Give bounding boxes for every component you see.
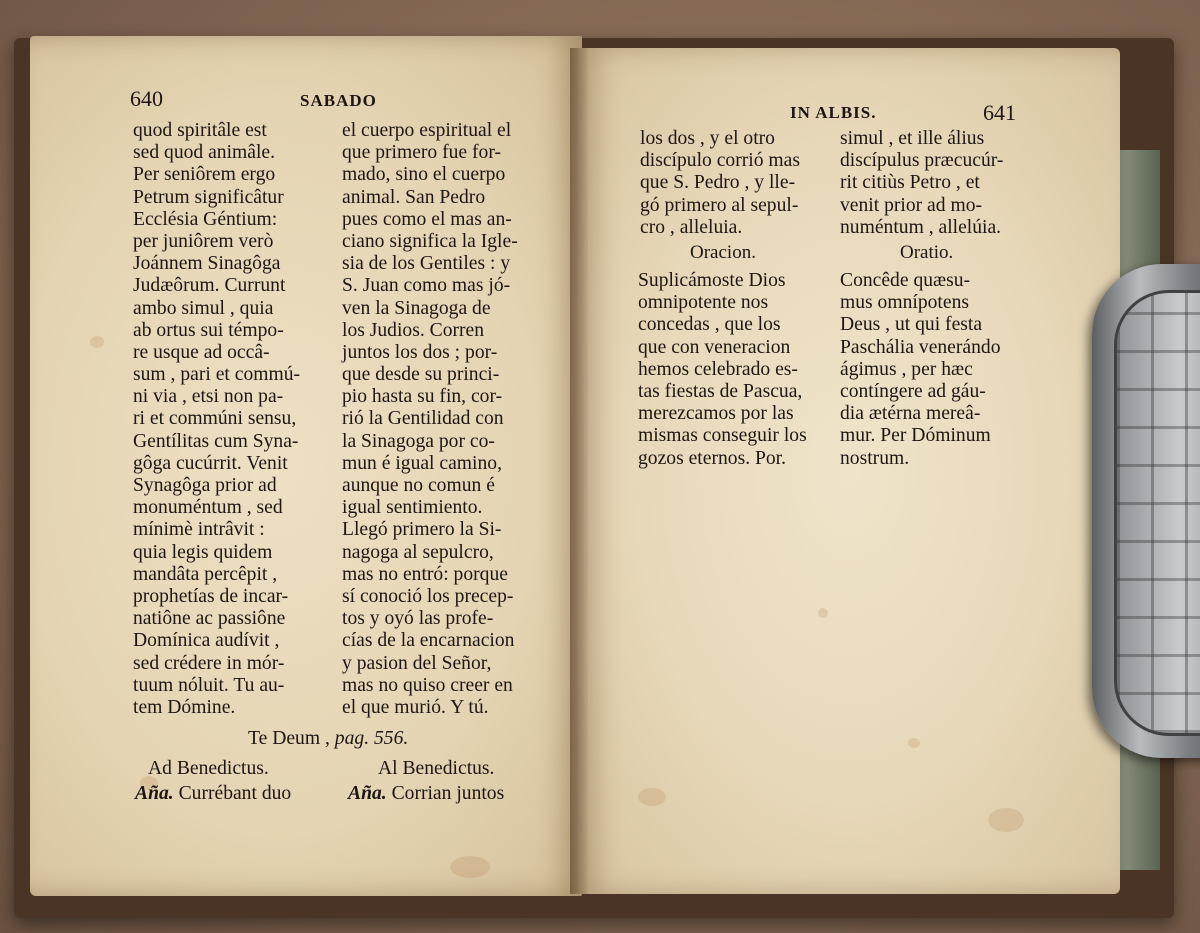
- text-line: numéntum , allelúia.: [840, 216, 1002, 238]
- text-line: que S. Pedro , y lle-: [640, 172, 796, 194]
- text-line: mínimè intrâvit :: [133, 519, 265, 541]
- text-line: Joánnem Sinagôga: [133, 253, 281, 275]
- page-number: 640: [130, 86, 163, 111]
- text-line: rió la Gentilidad con: [342, 408, 504, 430]
- text-line: mus omnípotens: [840, 292, 969, 314]
- spanish-heading: Oracion.: [690, 242, 756, 263]
- text-line: juntos los dos ; por-: [342, 341, 498, 363]
- text-line: ágimus , per hæc: [840, 358, 973, 380]
- text-line: discípulus præcucúr-: [840, 150, 1004, 172]
- text-line: sí conoció los precep-: [342, 585, 514, 607]
- clasp-lattice: [1114, 290, 1200, 736]
- text-line: tuum nóluit. Tu au-: [133, 674, 285, 696]
- text-line: el cuerpo espiritual el: [342, 120, 512, 141]
- text-line: Llegó primero la Si-: [342, 519, 502, 541]
- metal-clasp: [1092, 264, 1200, 758]
- text-line: tas fiestas de Pascua,: [638, 380, 803, 402]
- text-line: monuméntum , sed: [133, 497, 283, 519]
- latin-antiphon: [135, 783, 291, 805]
- text-line: mismas conseguir los: [638, 425, 807, 447]
- stain: [908, 738, 920, 748]
- text-line: Petrum significâtur: [133, 186, 284, 208]
- text-line: mun é igual camino,: [342, 452, 502, 474]
- text-line: Per seniôrem ergo: [133, 164, 276, 186]
- text-line: Ecclésia Géntium:: [133, 208, 278, 230]
- text-line: rit citiùs Petro , et: [840, 172, 980, 194]
- antiphon-text: Currébant duo: [178, 783, 292, 804]
- text-line: Concêde quæsu-: [840, 270, 971, 291]
- stain: [638, 788, 666, 806]
- text-line: aunque no comun é: [342, 475, 495, 496]
- text-line: nagoga al sepulcro,: [342, 541, 494, 563]
- text-line: animal. San Pedro: [342, 186, 486, 208]
- latin-benedictus: Ad Benedictus.: [148, 758, 269, 779]
- text-line: Suplicámoste Dios: [638, 270, 786, 291]
- te-deum-ref: pag. 556.: [334, 728, 409, 749]
- page-number: 641: [983, 100, 1016, 125]
- antiphon-label: Aña.: [348, 783, 387, 804]
- spanish-column: [342, 120, 518, 719]
- text-line: dia ætérna mereâ-: [840, 403, 981, 425]
- latin-column: [840, 128, 1003, 239]
- spanish-antiphon: [348, 783, 504, 805]
- text-line: natiône ac passiône: [133, 608, 286, 630]
- text-line: y pasion del Señor,: [342, 652, 492, 674]
- text-line: omnipotente nos: [638, 292, 769, 314]
- text-line: los Judios. Corren: [342, 319, 485, 341]
- text-line: el que murió. Y tú.: [342, 696, 489, 718]
- text-line: mas no entró: porque: [342, 563, 508, 585]
- stain: [90, 336, 104, 348]
- text-line: simul , et ille álius: [840, 128, 985, 149]
- text-line: Gentílitas cum Syna-: [133, 430, 299, 452]
- text-line: pio hasta su fin, cor-: [342, 386, 503, 408]
- latin-prayer: [840, 270, 1001, 470]
- text-line: discípulo corrió mas: [640, 150, 800, 172]
- te-deum-label: Te Deum ,: [248, 728, 330, 749]
- te-deum-line: [248, 728, 408, 750]
- text-line: cro , alleluia.: [640, 216, 743, 238]
- text-line: re usque ad occâ-: [133, 341, 270, 363]
- text-line: tos y oyó las profe-: [342, 608, 494, 630]
- text-line: Deus , ut qui festa: [840, 314, 983, 336]
- text-line: que primero fue for-: [342, 142, 502, 164]
- right-page: [578, 48, 1120, 894]
- text-line: mur. Per Dóminum: [840, 425, 991, 447]
- book-gutter: [570, 48, 588, 894]
- text-line: mandâta percêpit ,: [133, 563, 278, 585]
- text-line: Domínica audívit ,: [133, 630, 280, 652]
- text-line: quod spiritâle est: [133, 120, 267, 141]
- text-line: la Sinagoga por co-: [342, 430, 495, 452]
- text-line: tem Dómine.: [133, 696, 236, 718]
- stain: [450, 856, 490, 878]
- left-page: [30, 36, 582, 896]
- latin-heading: Oratio.: [900, 242, 954, 263]
- text-line: prophetías de incar-: [133, 585, 289, 607]
- running-head: IN ALBIS.: [790, 103, 877, 122]
- text-line: venit prior ad mo-: [840, 194, 983, 216]
- text-line: sed crédere in mór-: [133, 652, 285, 674]
- text-line: ambo simul , quia: [133, 297, 274, 319]
- text-line: los dos , y el otro: [640, 128, 775, 149]
- text-line: concedas , que los: [638, 314, 781, 336]
- text-line: S. Juan como mas jó-: [342, 275, 511, 297]
- text-line: nostrum.: [840, 447, 910, 469]
- antiphon-text: Corrian juntos: [391, 783, 505, 804]
- text-line: ab ortus sui témpo-: [133, 319, 284, 341]
- text-line: Paschália venerándo: [840, 336, 1001, 358]
- text-line: ven la Sinagoga de: [342, 297, 491, 319]
- text-line: mas no quiso creer en: [342, 674, 513, 696]
- text-line: pues como el mas an-: [342, 208, 512, 230]
- text-line: hemos celebrado es-: [638, 358, 798, 380]
- text-line: sia de los Gentiles : y: [342, 253, 511, 275]
- text-line: quia legis quidem: [133, 541, 273, 563]
- text-line: cías de la encarnacion: [342, 630, 515, 652]
- text-line: mado, sino el cuerpo: [342, 164, 506, 186]
- text-line: que desde su princi-: [342, 364, 500, 386]
- text-line: gozos eternos. Por.: [638, 447, 787, 469]
- stain: [818, 608, 828, 618]
- text-line: sed quod animâle.: [133, 142, 276, 164]
- text-line: contíngere ad gáu-: [840, 380, 986, 402]
- text-line: ciano significa la Igle-: [342, 230, 518, 252]
- spanish-column: [640, 128, 800, 239]
- stain: [988, 808, 1024, 832]
- text-line: Judæôrum. Currunt: [133, 275, 286, 297]
- text-line: igual sentimiento.: [342, 497, 483, 519]
- antiphon-label: Aña.: [135, 783, 174, 804]
- text-line: gó primero al sepul-: [640, 194, 799, 216]
- spanish-benedictus: Al Benedictus.: [378, 758, 495, 779]
- text-line: ri et commúni sensu,: [133, 408, 297, 430]
- spanish-prayer: [638, 270, 807, 470]
- text-line: ni via , etsi non pa-: [133, 386, 284, 408]
- text-line: Synagôga prior ad: [133, 475, 277, 496]
- text-line: que con veneracion: [638, 336, 791, 358]
- text-line: gôga cucúrrit. Venit: [133, 452, 288, 474]
- text-line: merezcamos por las: [638, 403, 794, 425]
- running-head: SABADO: [300, 91, 377, 110]
- text-line: sum , pari et commú-: [133, 364, 301, 386]
- latin-column: [133, 120, 300, 719]
- text-line: per juniôrem verò: [133, 230, 274, 252]
